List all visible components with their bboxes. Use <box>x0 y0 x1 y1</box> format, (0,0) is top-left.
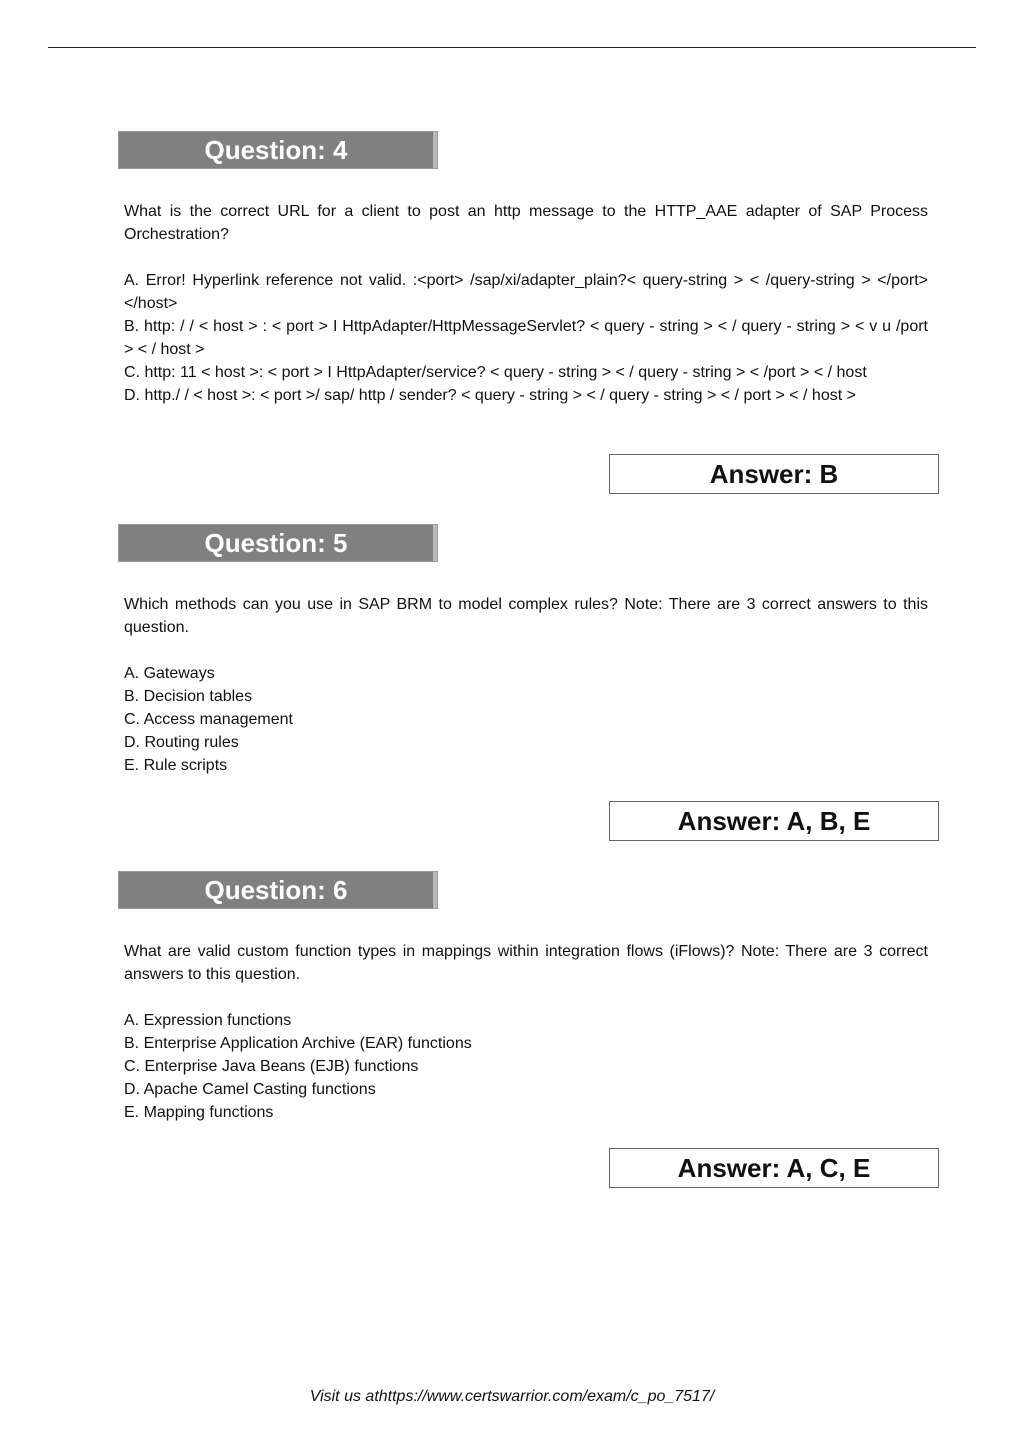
question-5-stem: Which methods can you use in SAP BRM to model complex rules? Note: There are 3 correct answers to this question. <box>124 596 928 636</box>
question-5-option-d: D. Routing rules <box>124 734 239 751</box>
header-shade <box>433 872 437 908</box>
question-6-option-c: C. Enterprise Java Beans (EJB) functions <box>124 1058 419 1075</box>
question-4-answer: Answer: B <box>609 454 939 494</box>
question-5-option-e: E. Rule scripts <box>124 757 228 774</box>
question-6-option-d: D. Apache Camel Casting functions <box>124 1081 376 1098</box>
question-6-answer: Answer: A, C, E <box>609 1148 939 1188</box>
header-shade <box>433 525 437 561</box>
question-6-body <box>124 940 928 1124</box>
question-5-body <box>124 593 928 777</box>
question-4-option-d: D. http./ / < host >: < port >/ sap/ http / sender? < query - string > < / query - string > < / port > < / host > <box>124 387 856 404</box>
top-rule <box>48 47 976 48</box>
question-6-header <box>118 871 438 909</box>
question-5-option-c: C. Access management <box>124 711 293 728</box>
footer-link[interactable]: Visit us athttps://www.certswarrior.com/exam/c_po_7517/ <box>309 1388 715 1405</box>
question-5-option-b: B. Decision tables <box>124 688 253 705</box>
header-shade <box>433 132 437 168</box>
question-5-answer: Answer: A, B, E <box>609 801 939 841</box>
question-6-option-b: B. Enterprise Application Archive (EAR) functions <box>124 1035 472 1052</box>
question-4-body <box>124 200 928 407</box>
question-4-option-b: B. http: / / < host > : < port > I HttpAdapter/HttpMessageServlet? < query - string > < / query - string > < v u /port > < / host > <box>124 318 928 358</box>
question-5-option-a: A. Gateways <box>124 665 215 682</box>
question-4-header <box>118 131 438 169</box>
question-4-title: Question: 4 <box>204 134 348 165</box>
question-4-option-a: A. Error! Hyperlink reference not valid. :<port> /sap/xi/adapter_plain?< query-string > < /query-string > </port> </host> <box>124 272 928 312</box>
question-5-title: Question: 5 <box>204 527 348 558</box>
question-6-title: Question: 6 <box>204 874 348 905</box>
question-4-option-c: C. http: 11 < host >: < port > I HttpAdapter/service? < query - string > < / query - string > < /port > < / host <box>124 364 867 381</box>
question-6-option-a: A. Expression functions <box>124 1012 292 1029</box>
question-6-stem: What are valid custom function types in mappings within integration flows (iFlows)? Note: There are 3 correct answers to this question. <box>124 943 928 983</box>
question-4-stem: What is the correct URL for a client to post an http message to the HTTP_AAE adapter of SAP Process Orchestration? <box>124 203 928 243</box>
question-5-header <box>118 524 438 562</box>
question-6-option-e: E. Mapping functions <box>124 1104 274 1121</box>
